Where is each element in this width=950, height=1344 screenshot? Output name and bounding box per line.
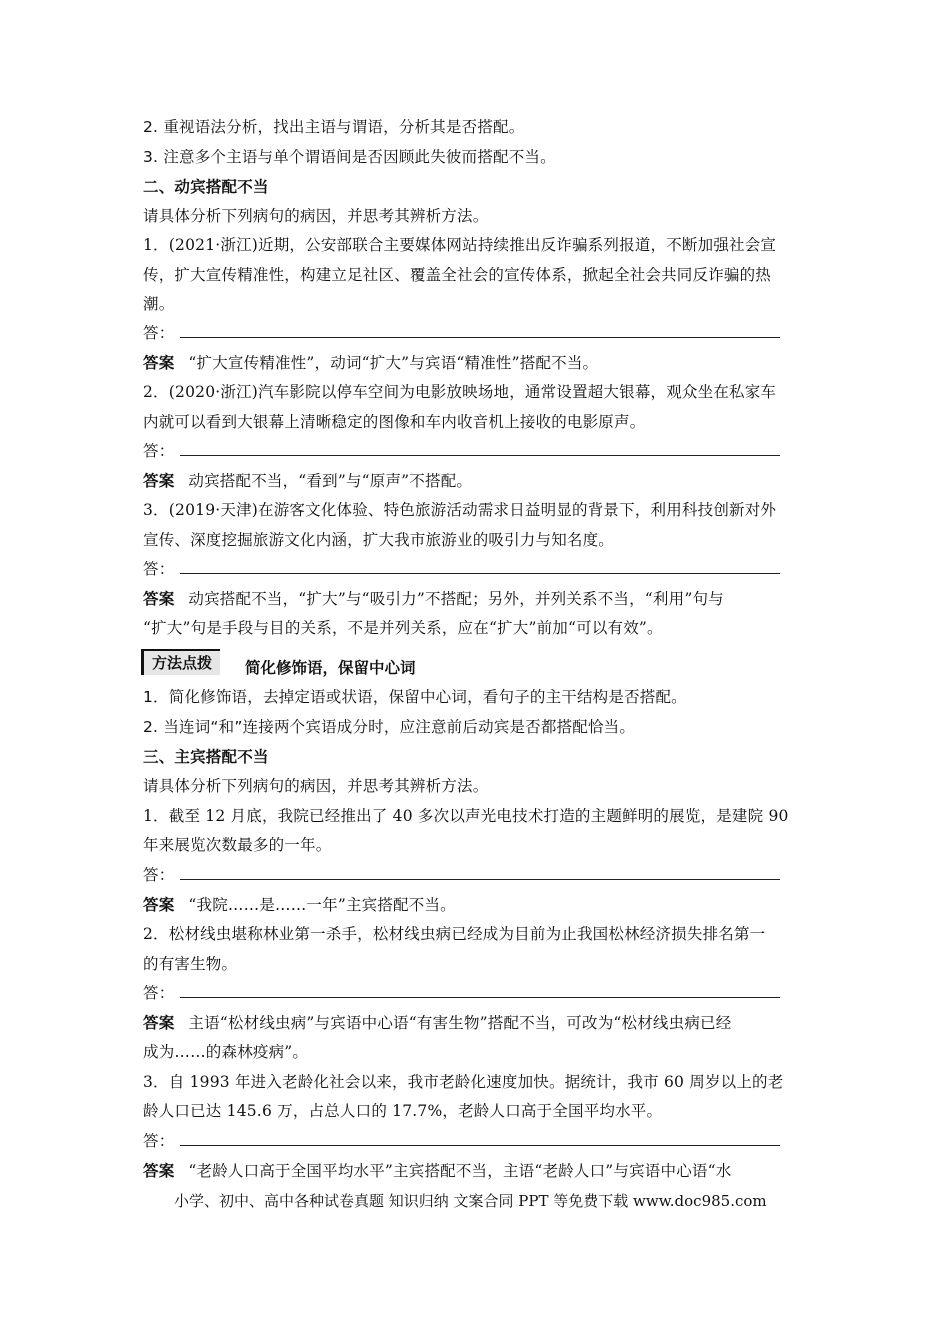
method-point-1: 1．简化修饰语，去掉定语或状语，保留中心词，看句子的主干结构是否搭配。	[143, 688, 687, 706]
method-point-2: 2. 当连词“和”连接两个宾语成分时，应注意前后动宾是否都搭配恰当。	[143, 718, 636, 736]
answer-blank-line[interactable]	[180, 866, 780, 880]
question-text: 潮。	[143, 295, 175, 313]
answer-blank-line[interactable]	[180, 1132, 780, 1146]
question-text: 年来展览次数最多的一年。	[143, 836, 332, 854]
answer-label: 答案	[143, 472, 175, 490]
answer-blank-row	[143, 982, 813, 1004]
answer-row	[143, 470, 813, 492]
question-text: 1．截至 12 月底，我院已经推出了 40 多次以声光电技术打造的主题鲜明的展览，是建院 90	[143, 807, 789, 825]
answer-row	[143, 1160, 813, 1182]
answer-text: “我院……是……一年”主宾搭配不当。	[188, 896, 456, 914]
answer-label: 答案	[143, 1162, 175, 1180]
question-text: 的有害生物。	[143, 955, 238, 973]
method-point-2: 2. 重视语法分析，找出主语与谓语，分析其是否搭配。	[143, 118, 525, 136]
answer-prompt: 答：	[143, 866, 175, 884]
answer-text: 成为……的森林疫病”。	[143, 1043, 309, 1061]
instruction-text: 请具体分析下列病句的病因，并思考其辨析方法。	[143, 777, 489, 795]
answer-prompt: 答：	[143, 560, 175, 578]
answer-blank-line[interactable]	[180, 984, 780, 998]
answer-blank-row	[143, 864, 813, 886]
question-text: 2．松材线虫堪称林业第一杀手，松材线虫病已经成为目前为止我国松林经济损失排名第一	[143, 925, 766, 943]
answer-prompt: 答：	[143, 1132, 175, 1150]
question-text: 3．自 1993 年进入老龄化社会以来，我市老龄化速度加快。据统计，我市 60 周岁以上的老	[143, 1073, 784, 1091]
section-heading-subject-object: 三、主宾搭配不当	[143, 748, 269, 766]
answer-label: 答案	[143, 354, 175, 372]
answer-blank-row	[143, 440, 813, 462]
answer-row	[143, 1012, 813, 1034]
answer-blank-line[interactable]	[180, 560, 780, 574]
answer-prompt: 答：	[143, 324, 175, 342]
question-text: 2．(2020·浙江)汽车影院以停车空间为电影放映场地，通常设置超大银幕，观众坐在私家车	[143, 383, 777, 401]
answer-blank-line[interactable]	[180, 442, 780, 456]
method-point-3: 3. 注意多个主语与单个谓语间是否因顾此失彼而搭配不当。	[143, 148, 556, 166]
method-tag: 方法点拨	[141, 649, 220, 675]
method-title: 简化修饰语，保留中心词	[245, 659, 416, 677]
answer-text: 动宾搭配不当，“扩大”与“吸引力”不搭配；另外，并列关系不当，“利用”句与	[188, 590, 724, 608]
question-text: 1．(2021·浙江)近期，公安部联合主要媒体网站持续推出反诈骗系列报道，不断加强社会宣	[143, 236, 777, 254]
answer-blank-row	[143, 558, 813, 580]
answer-text: “扩大宣传精准性”，动词“扩大”与宾语“精准性”搭配不当。	[188, 354, 599, 372]
question-text: 宣传、深度挖掘旅游文化内涵，扩大我市旅游业的吸引力与知名度。	[143, 531, 615, 549]
answer-prompt: 答：	[143, 442, 175, 460]
footer-text: 小学、初中、高中各种试卷真题 知识归纳 文案合同 PPT 等免费下载 www.doc985.com	[174, 1192, 767, 1210]
answer-text: “扩大”句是手段与目的关系，不是并列关系，应在“扩大”前加“可以有效”。	[143, 619, 663, 637]
answer-label: 答案	[143, 1014, 175, 1032]
question-text: 龄人口已达 145.6 万，占总人口的 17.7%，老龄人口高于全国平均水平。	[143, 1102, 663, 1120]
answer-text: “老龄人口高于全国平均水平”主宾搭配不当，主语“老龄人口”与宾语中心语“水	[188, 1162, 732, 1180]
question-text: 3．(2019·天津)在游客文化体验、特色旅游活动需求日益明显的背景下，利用科技创新对外	[143, 501, 777, 519]
question-text: 内就可以看到大银幕上清晰稳定的图像和车内收音机上接收的电影原声。	[143, 413, 646, 431]
answer-row	[143, 894, 813, 916]
instruction-text: 请具体分析下列病句的病因，并思考其辨析方法。	[143, 207, 489, 225]
answer-blank-line[interactable]	[180, 324, 780, 338]
answer-blank-row	[143, 322, 813, 344]
answer-row	[143, 588, 813, 610]
answer-label: 答案	[143, 590, 175, 608]
answer-text: 动宾搭配不当，“看到”与“原声”不搭配。	[188, 472, 473, 490]
question-text: 传，扩大宣传精准性，构建立足社区、覆盖全社会的宣传体系，掀起全社会共同反诈骗的热	[143, 266, 772, 284]
answer-text: 主语“松材线虫病”与宾语中心语“有害生物”搭配不当，可改为“松材线虫病已经	[188, 1014, 732, 1032]
answer-blank-row	[143, 1130, 813, 1152]
answer-label: 答案	[143, 896, 175, 914]
section-heading-verb-object: 二、动宾搭配不当	[143, 178, 269, 196]
answer-prompt: 答：	[143, 984, 175, 1002]
answer-row	[143, 352, 813, 374]
